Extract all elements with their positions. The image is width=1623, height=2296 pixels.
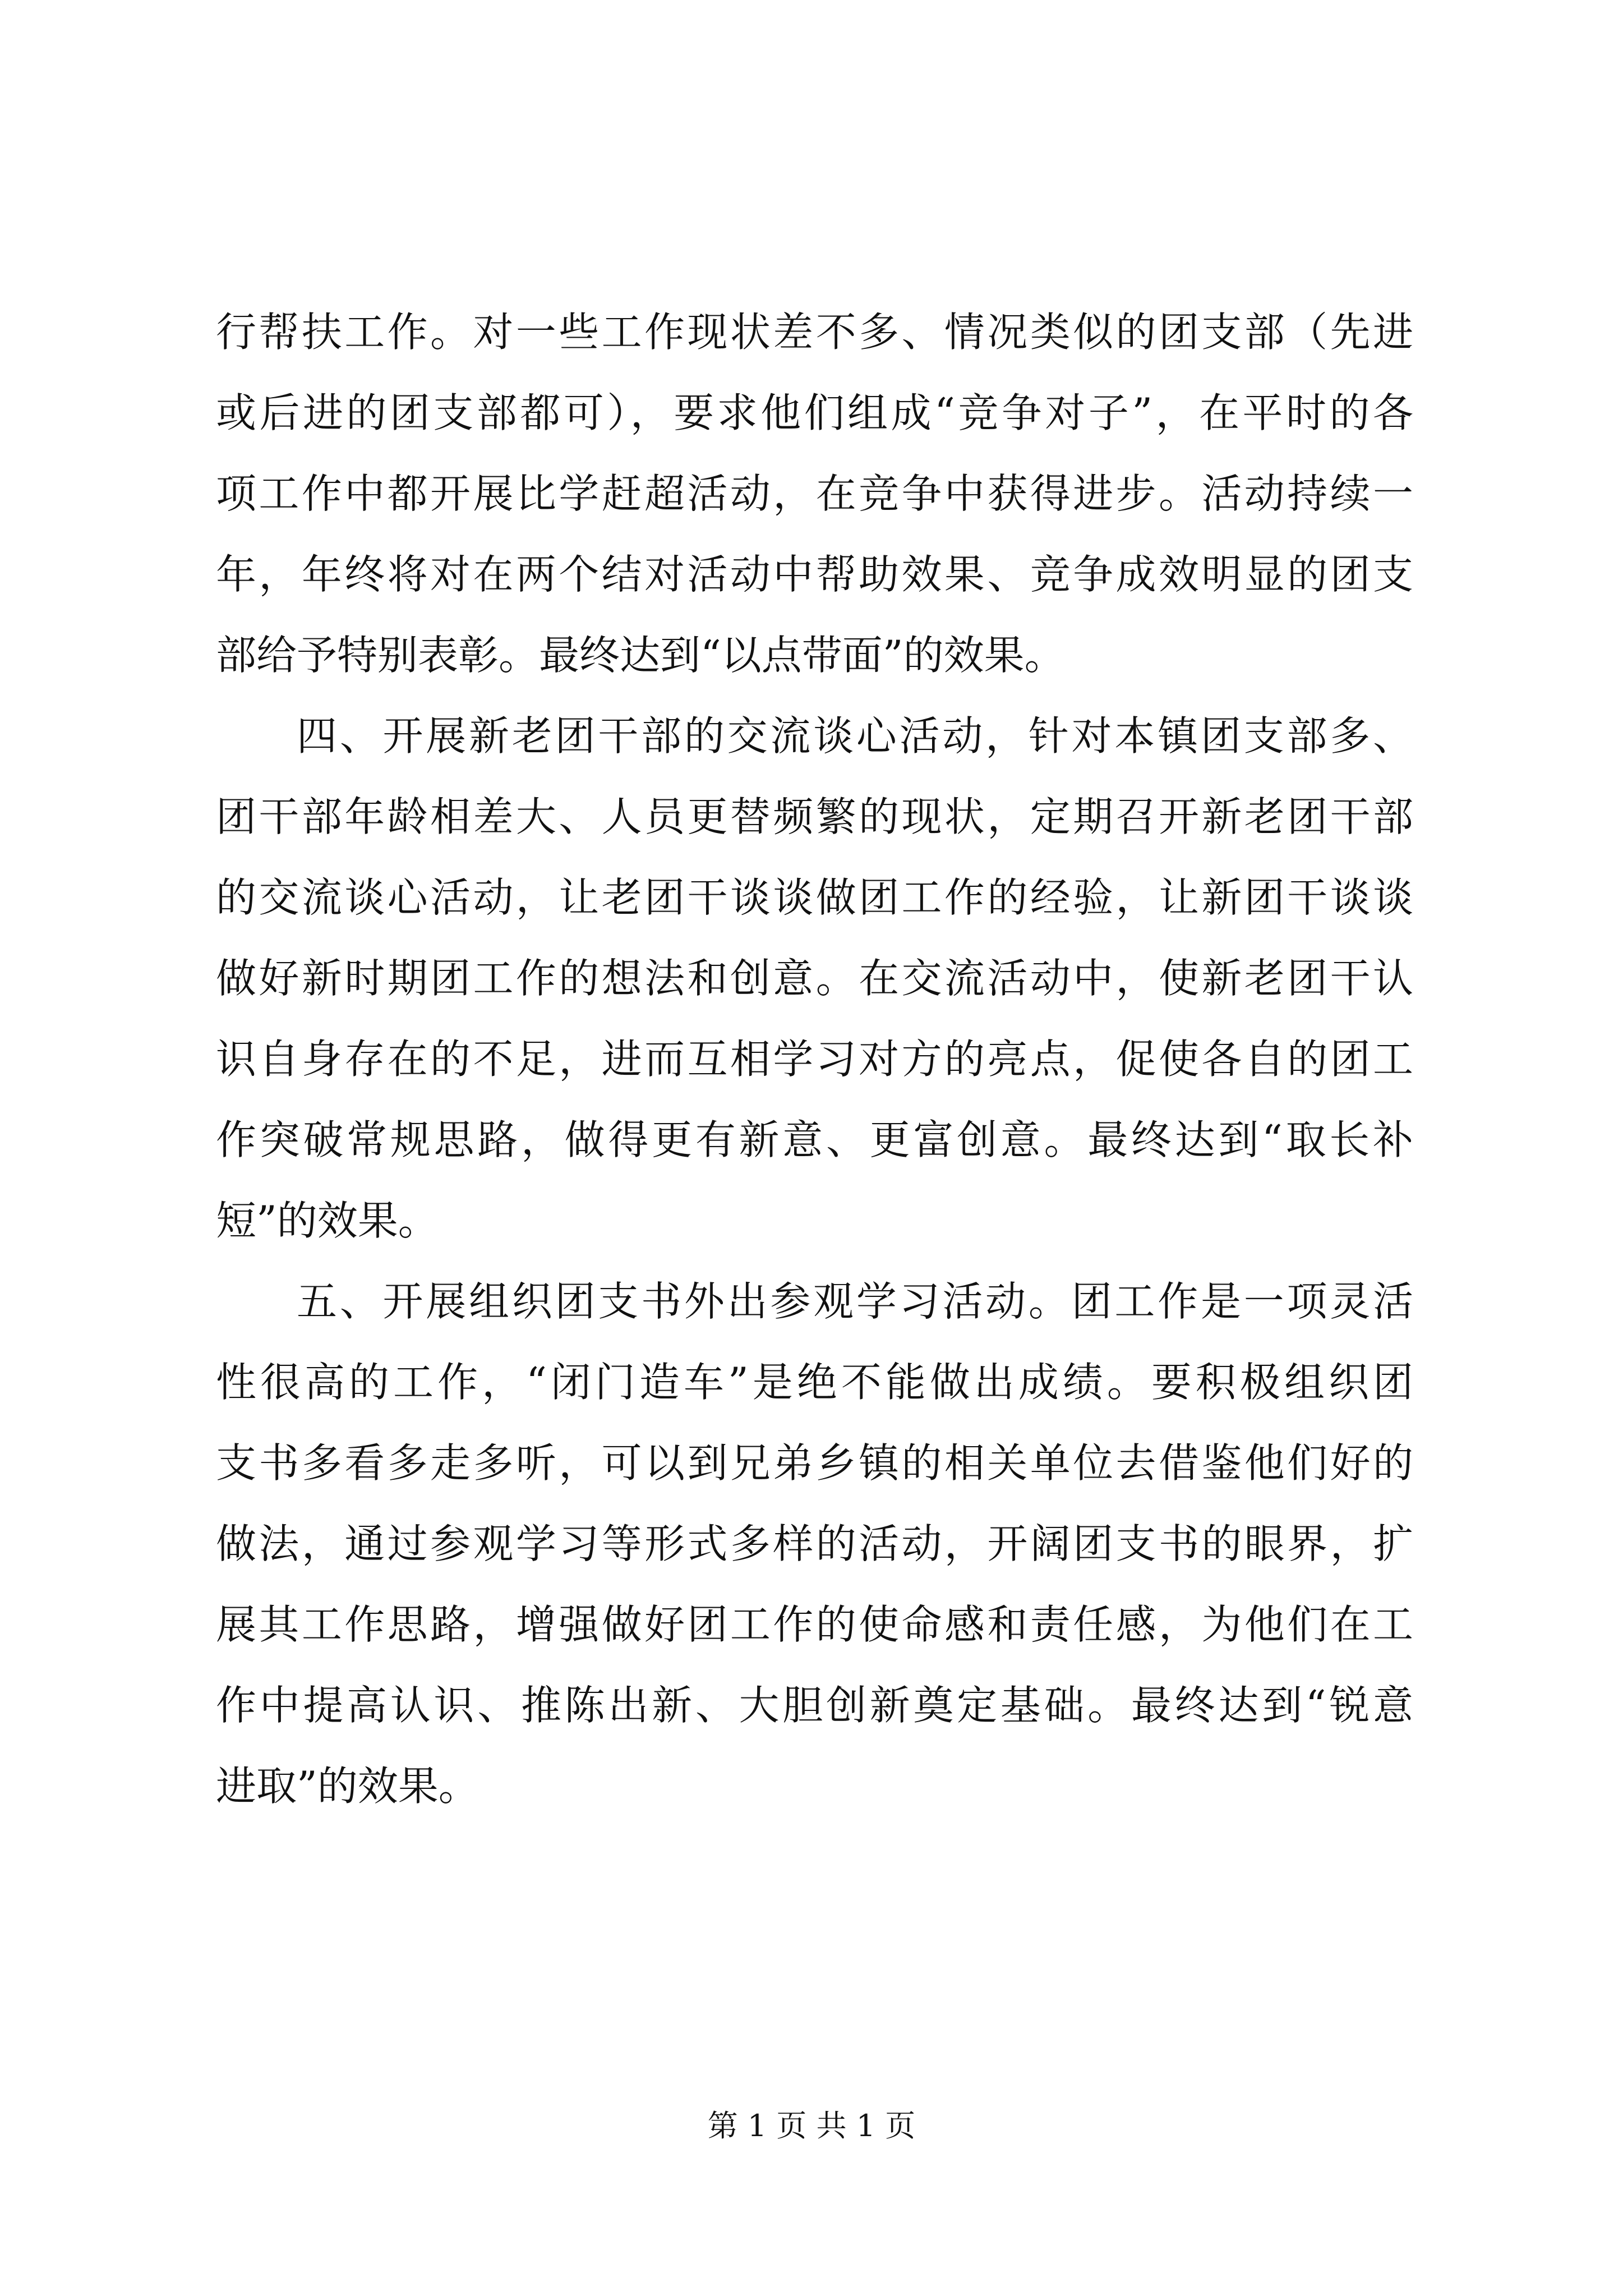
- text-line: 做法，通过参观学习等形式多样的活动，开阔团支书的眼界，扩: [216, 1520, 1413, 1567]
- text-line: 展其工作思路，增强做好团工作的使命感和责任感，为他们在工: [216, 1601, 1413, 1648]
- text-line: 进取”的效果。: [216, 1763, 479, 1810]
- page-footer: 第 1 页 共 1 页: [707, 2108, 916, 2143]
- text-line: 的交流谈心活动，让老团干谈谈做团工作的经验，让新团干谈谈: [216, 874, 1413, 921]
- text-line: 作突破常规思路，做得更有新意、更富创意。最终达到“取长补: [216, 1116, 1413, 1163]
- text-line: 行帮扶工作。对一些工作现状差不多、情况类似的团支部（先进: [216, 309, 1413, 356]
- paragraph-first-line: 四、开展新老团干部的交流谈心活动，针对本镇团支部多、: [297, 712, 1413, 760]
- paragraph-first-line: 五、开展组织团支书外出参观学习活动。团工作是一项灵活: [297, 1278, 1413, 1325]
- text-line: 短”的效果。: [216, 1197, 439, 1244]
- text-line: 做好新时期团工作的想法和创意。在交流活动中，使新老团干认: [216, 955, 1413, 1002]
- text-line: 支书多看多走多听，可以到兄弟乡镇的相关单位去借鉴他们好的: [216, 1439, 1413, 1487]
- text-line: 团干部年龄相差大、人员更替频繁的现状，定期召开新老团干部: [216, 793, 1413, 840]
- text-line: 或后进的团支部都可），要求他们组成“竞争对子”，在平时的各: [216, 389, 1413, 436]
- text-line: 年，年终将对在两个结对活动中帮助效果、竞争成效明显的团支: [216, 551, 1413, 598]
- text-line: 作中提高认识、推陈出新、大胆创新奠定基础。最终达到“锐意: [216, 1682, 1413, 1729]
- text-line: 性很高的工作，“闭门造车”是绝不能做出成绩。要积极组织团: [216, 1359, 1413, 1406]
- text-line: 项工作中都开展比学赶超活动，在竞争中获得进步。活动持续一: [216, 470, 1413, 517]
- text-line: 识自身存在的不足，进而互相学习对方的亮点，促使各自的团工: [216, 1036, 1413, 1083]
- document-body: [216, 292, 1413, 1826]
- text-line: 部给予特别表彰。最终达到“以点带面”的效果。: [216, 632, 1065, 679]
